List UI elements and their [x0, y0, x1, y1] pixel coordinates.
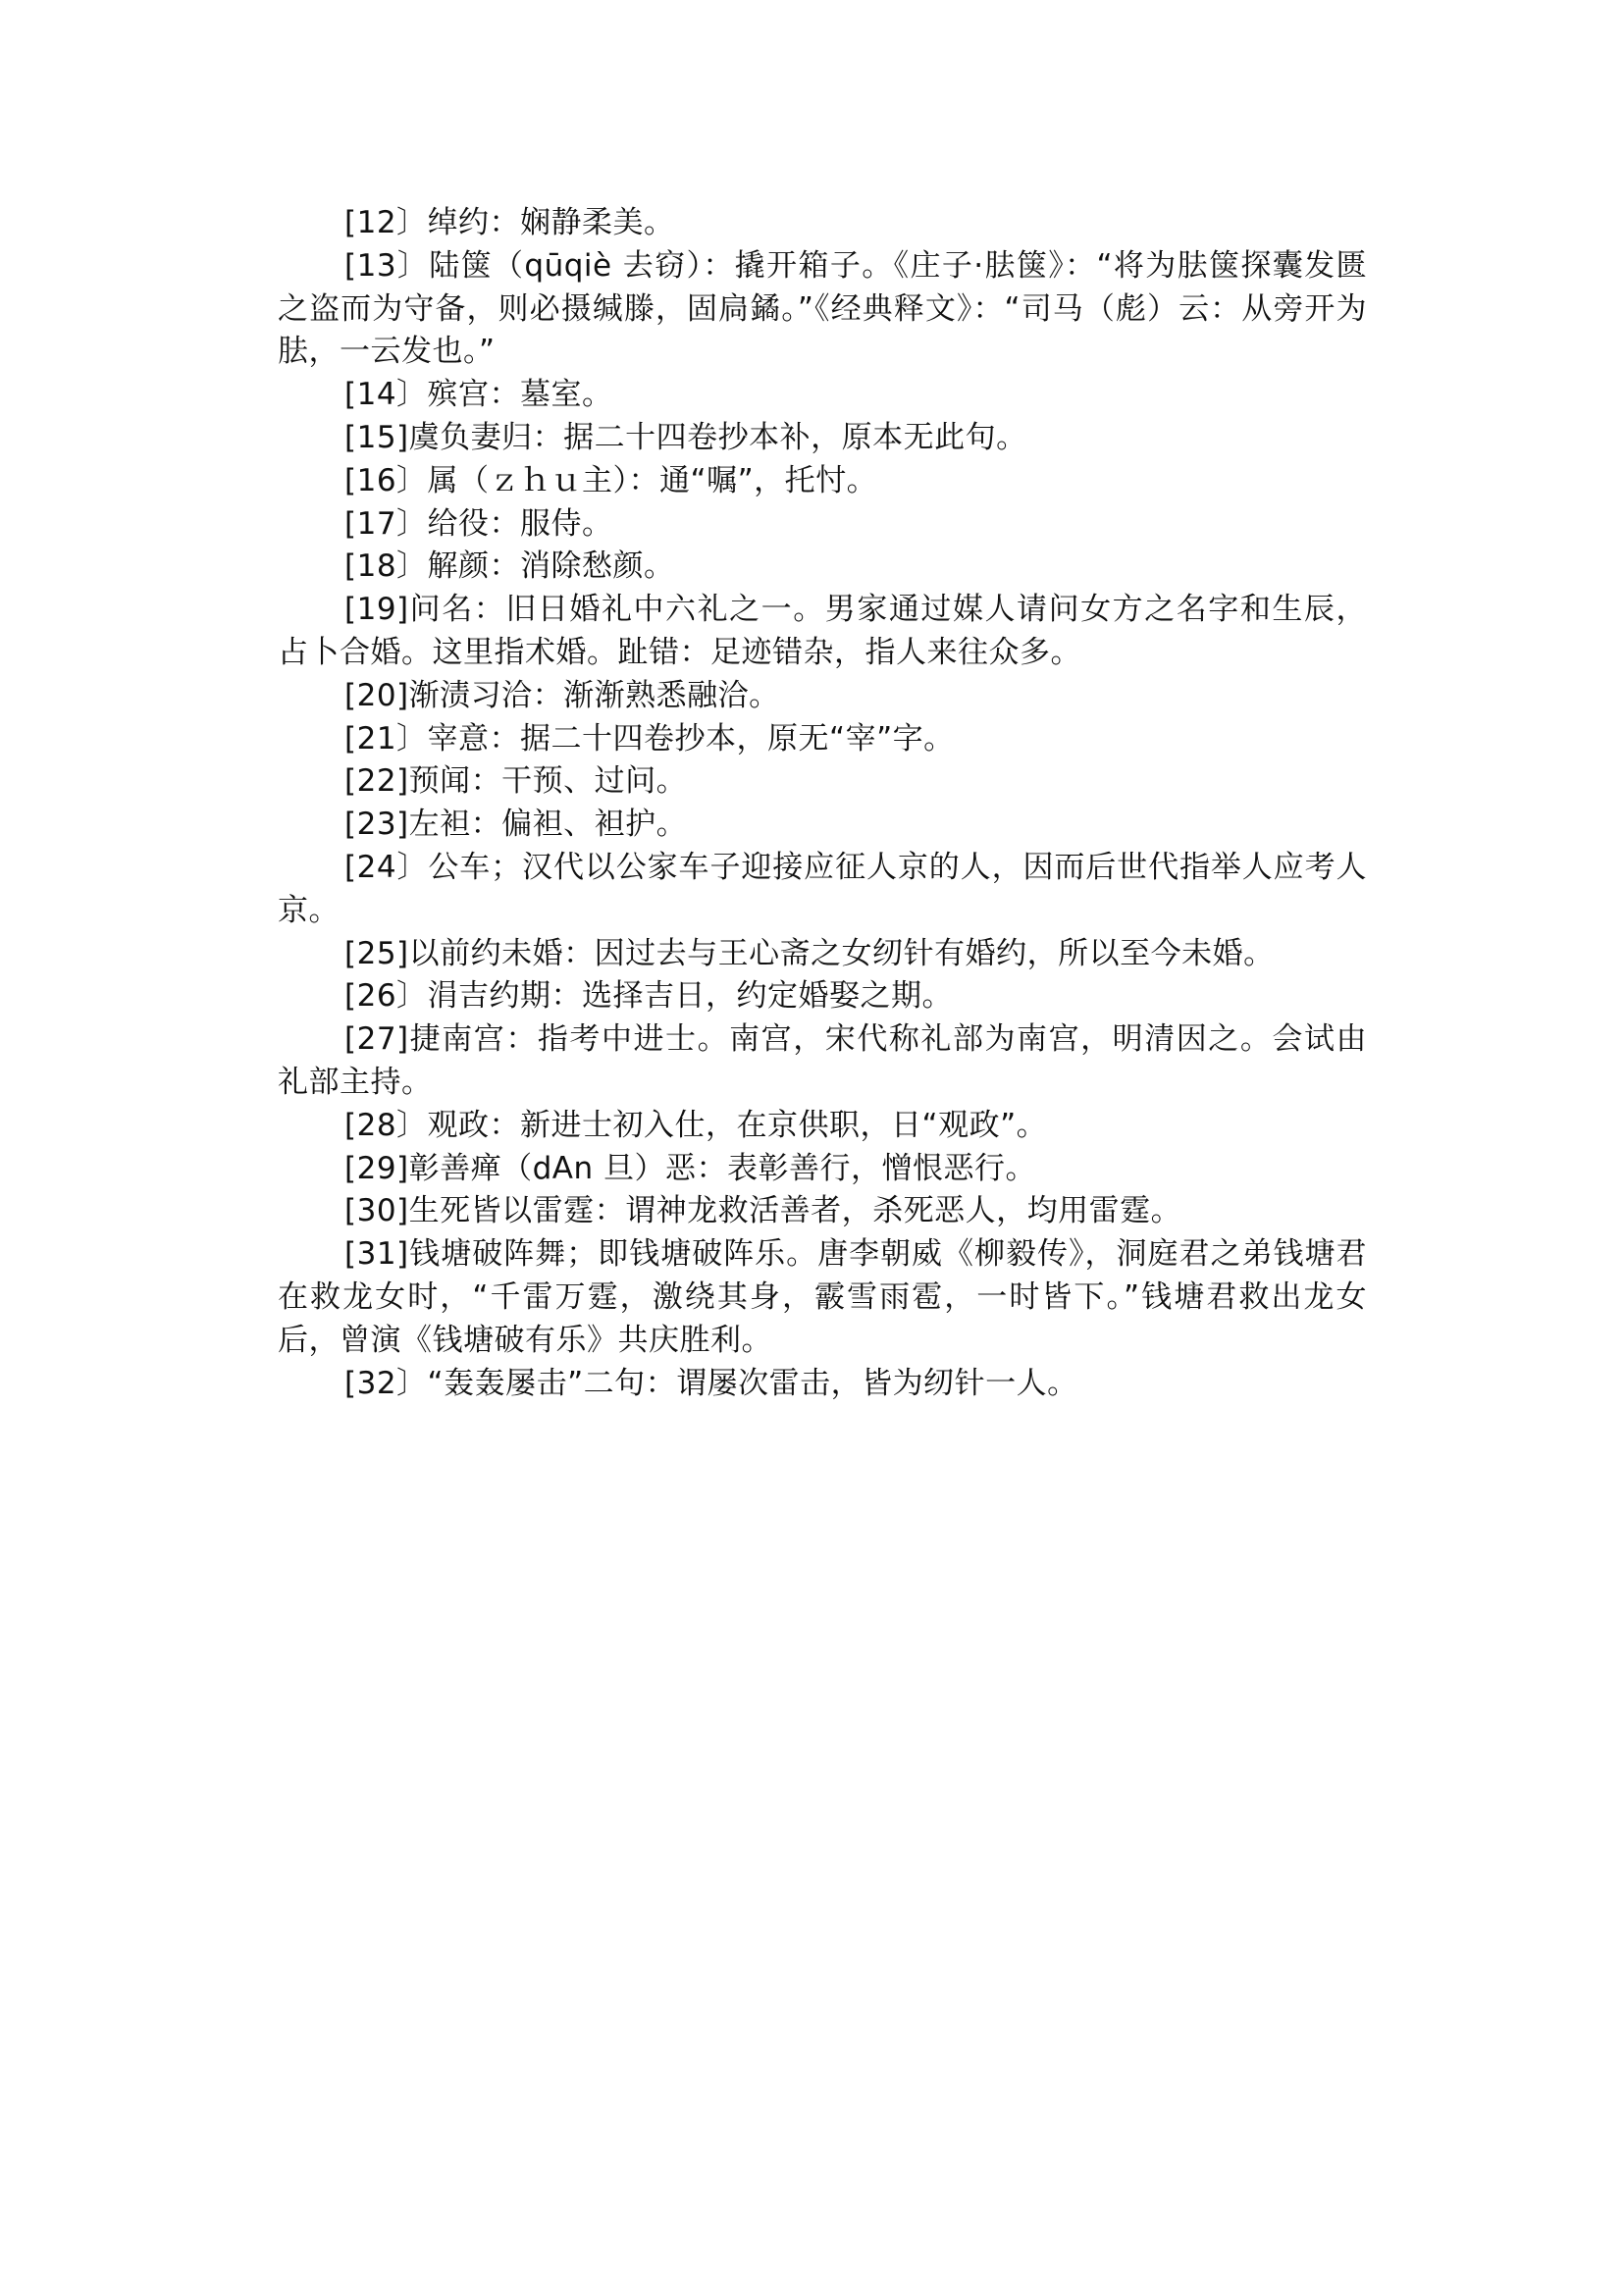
note-15: [15]虞负妻归：据二十四卷抄本补，原本无此句。 [344, 419, 1027, 455]
annotation-list [278, 202, 1367, 1405]
note-23: [23]左袒：偏袒、袒护。 [344, 807, 688, 843]
note-28: [28〕观政：新进士初入仕，在京供职，日“观政”。 [344, 1107, 1048, 1143]
note-18: [18〕解颜：消除愁颜。 [344, 548, 675, 585]
note-31: [31]钱塘破阵舞；即钱塘破阵乐。唐李朝威《柳毅传》，洞庭君之弟钱塘君在救龙女时，“千雷万霆，激绕其身，霰雪雨雹，一时皆下。”钱塘君救出龙女后，曾演《钱塘破有乐》共庆胜利。 [278, 1236, 1367, 1358]
note-29: [29]彰善瘅（dAn 旦）恶：表彰善行，憎恨恶行。 [344, 1150, 1037, 1186]
note-14: [14〕殡宫：墓室。 [344, 377, 613, 413]
note-26: [26〕涓吉约期：选择吉日，约定婚娶之期。 [344, 978, 954, 1015]
note-19: [19]问名：旧日婚礼中六礼之一。男家通过媒人请问女方之名字和生辰，占卜合婚。这里指术婚。趾错：足迹错杂，指人来往众多。 [278, 592, 1367, 670]
note-32: [32〕“轰轰屡击”二句：谓屡次雷击，皆为纫针一人。 [344, 1365, 1078, 1401]
note-30: [30]生死皆以雷霆：谓神龙救活善者，杀死恶人，均用雷霆。 [344, 1193, 1182, 1229]
note-20: [20]渐渍习洽：渐渐熟悉融洽。 [344, 677, 780, 713]
note-27: [27]捷南宫：指考中进士。南宫，宋代称礼部为南宫，明清因之。会试由礼部主持。 [278, 1021, 1367, 1100]
note-22: [22]预闻：干预、过问。 [344, 763, 688, 800]
note-17: [17〕给役：服侍。 [344, 505, 613, 542]
note-13: [13〕陆箧（qūqiè 去窃）：撬开箱子。《庄子·胠箧》：“将为胠箧探囊发匮之盗而为守备，则必摄缄滕，固扃鐍。”《经典释文》：“司马（彪）云：从旁开为胠，一云发也。” [278, 247, 1367, 370]
note-16: [16〕属（ｚｈｕ主）：通“嘱”，托忖。 [344, 462, 878, 498]
note-25: [25]以前约未婚：因过去与王心斋之女纫针有婚约，所以至今未婚。 [344, 935, 1275, 971]
note-12: [12〕绰约：娴静柔美。 [344, 205, 675, 240]
note-21: [21〕宰意：据二十四卷抄本，原无“宰”字。 [344, 720, 955, 756]
note-24: [24〕公车；汉代以公家车子迎接应征人京的人，因而后世代指举人应考人京。 [278, 849, 1367, 928]
